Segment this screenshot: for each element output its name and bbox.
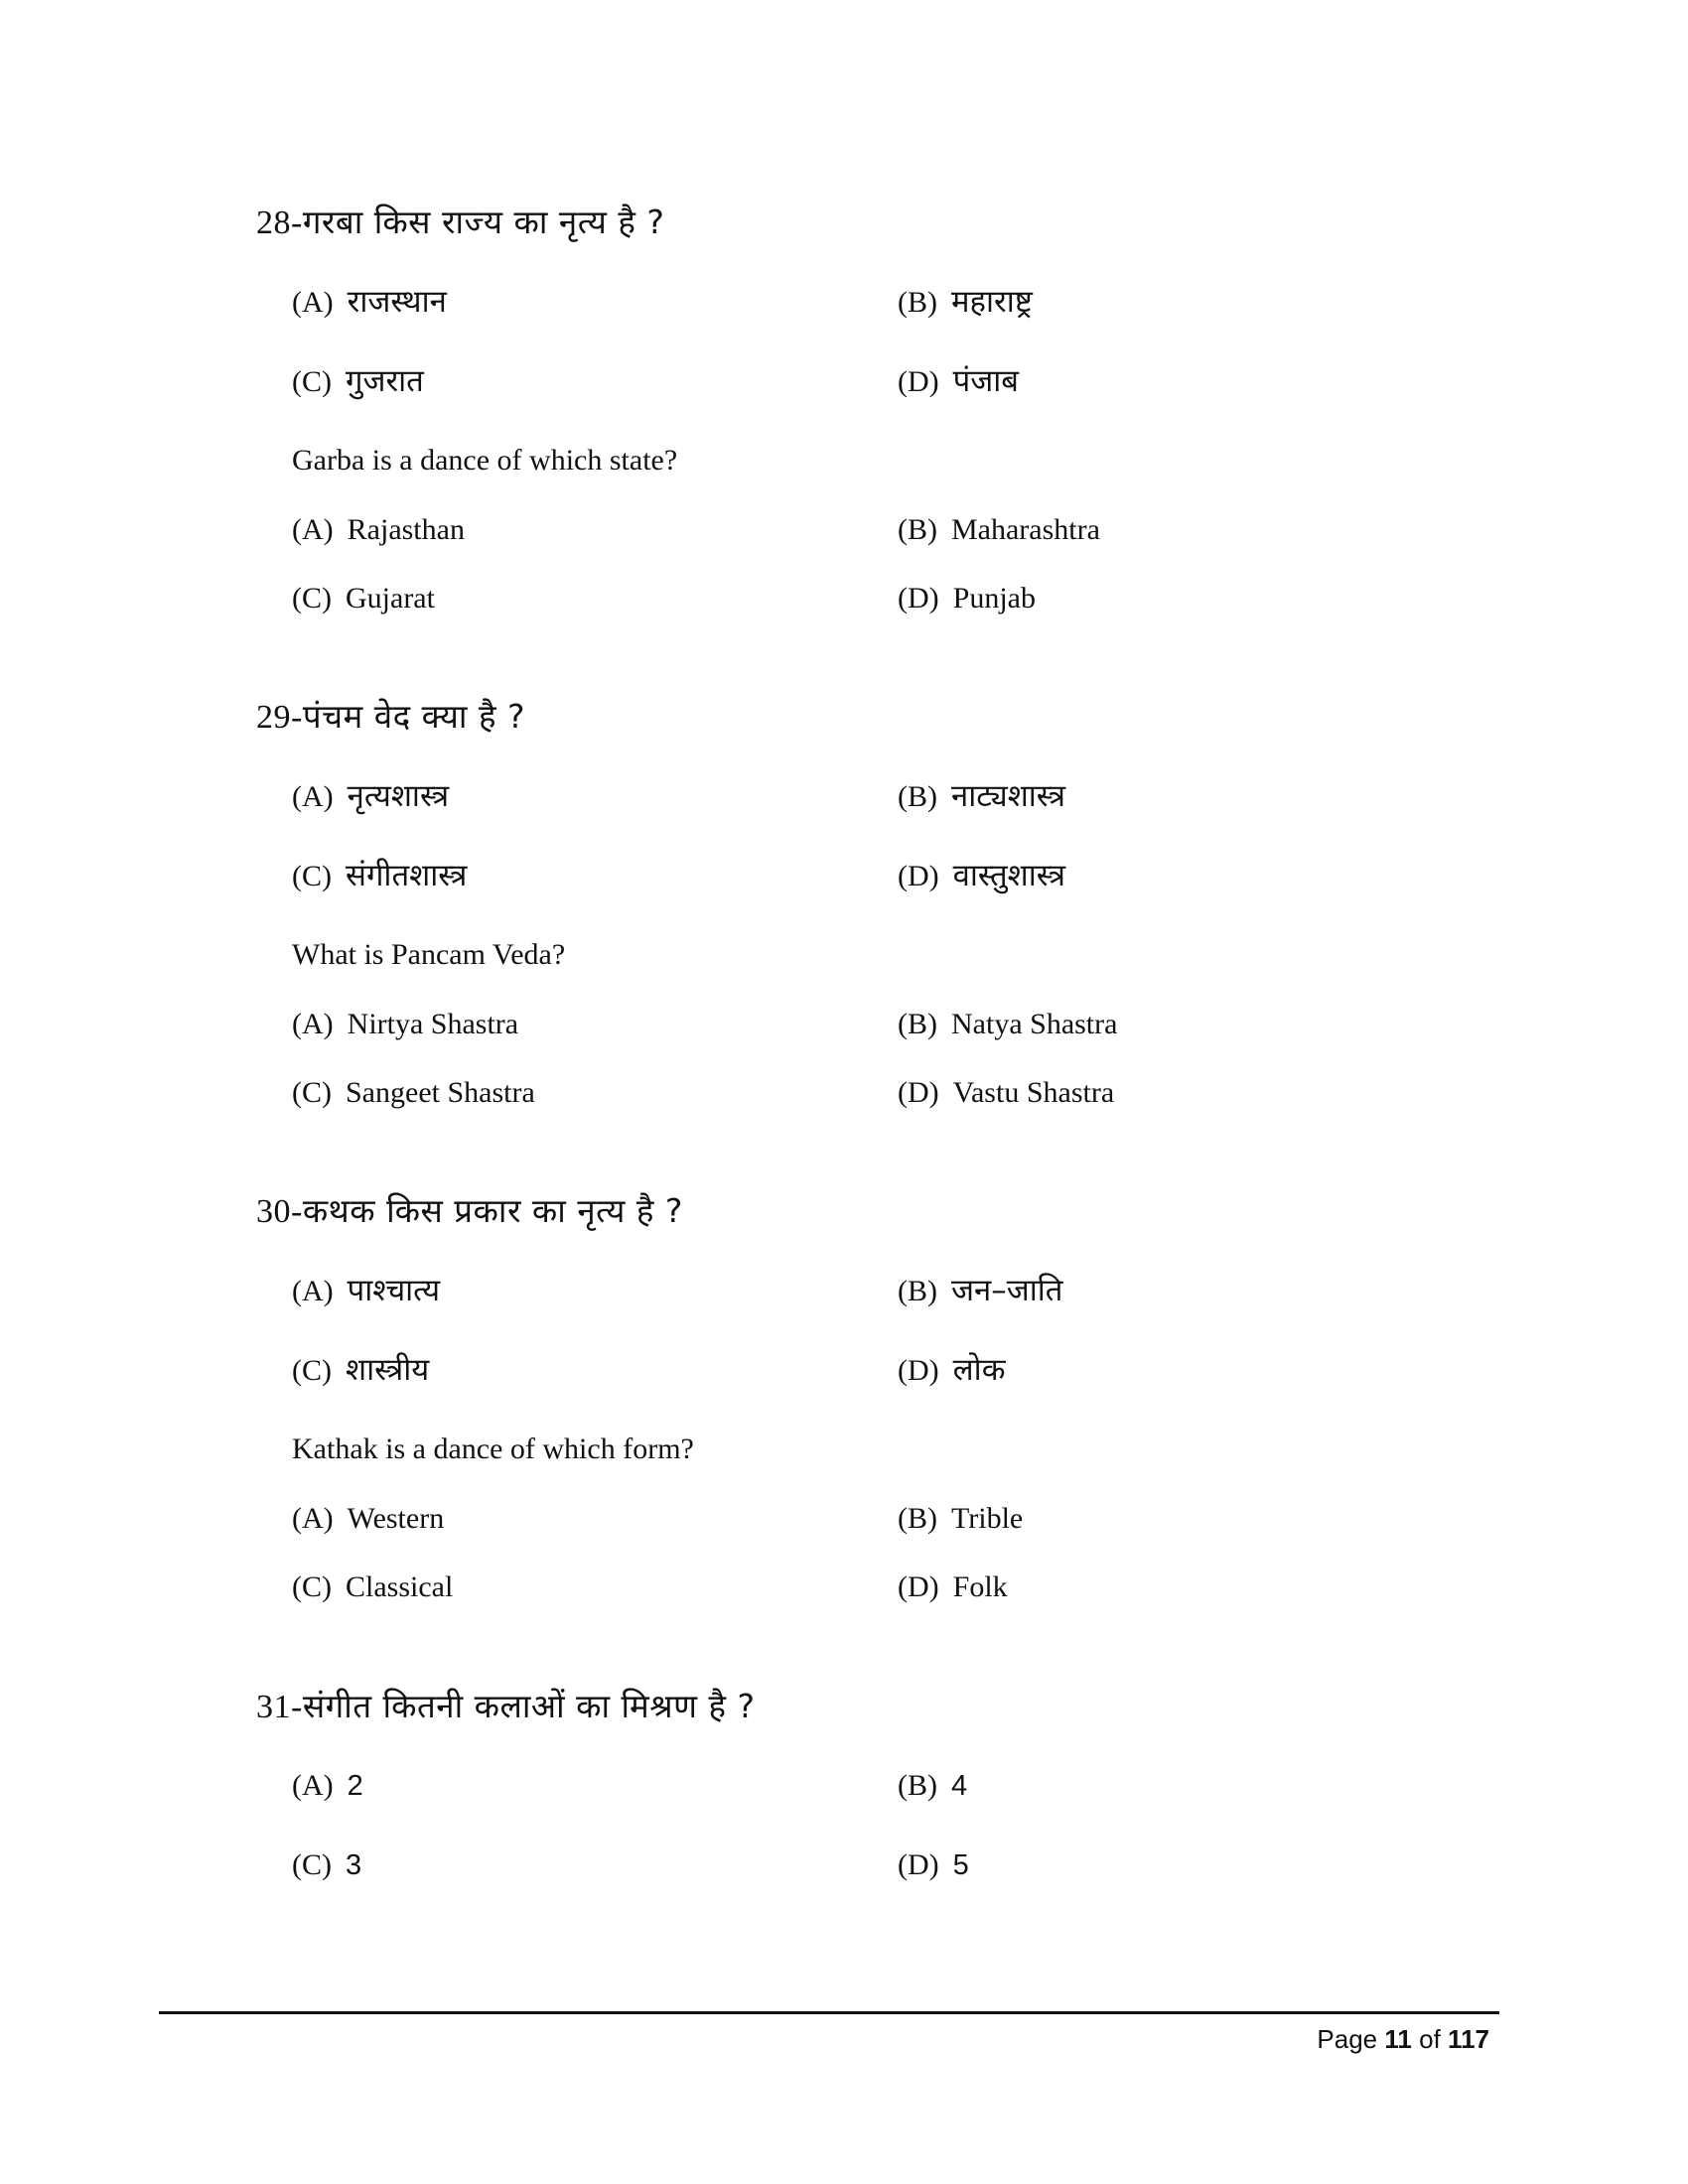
option-c-hindi (292, 854, 467, 897)
question-text-english: Garba is a dance of which state? (292, 444, 678, 477)
option-text: जन–जाति (951, 1273, 1063, 1308)
option-text: Punjab (952, 582, 1036, 614)
option-letter: (A) (292, 1769, 334, 1802)
option-text: Vastu Shastra (952, 1076, 1115, 1109)
option-text: 2 (347, 1770, 363, 1802)
option-text: नाट्यशास्त्र (951, 778, 1065, 814)
question-hindi (256, 695, 1487, 739)
question-hindi (256, 1685, 1487, 1728)
option-letter: (A) (292, 513, 334, 546)
option-text: Folk (952, 1570, 1008, 1603)
option-a-hindi (292, 774, 449, 818)
option-text: पंजाब (952, 363, 1019, 399)
question-hindi (256, 1189, 1487, 1233)
option-c (292, 1843, 361, 1887)
option-letter: (B) (898, 1769, 937, 1802)
question-text-hindi: संगीत कितनी कलाओं का मिश्रण है ? (302, 1687, 756, 1725)
option-text: शास्त्रीय (346, 1352, 430, 1388)
option-d (898, 1843, 969, 1887)
option-a-hindi (292, 280, 447, 324)
option-c-english (292, 577, 435, 620)
option-letter: (A) (292, 780, 334, 813)
option-text: Rajasthan (347, 513, 465, 546)
option-text: 4 (951, 1770, 968, 1802)
option-letter: (A) (292, 286, 334, 319)
option-text: संगीतशास्त्र (346, 858, 468, 893)
option-d-english (898, 1566, 1008, 1609)
question-text-english: What is Pancam Veda? (292, 938, 566, 971)
option-letter: (B) (898, 780, 937, 813)
option-letter: (B) (898, 1008, 937, 1040)
option-letter: (C) (292, 860, 332, 892)
option-letter: (B) (898, 1275, 937, 1307)
option-b-hindi (898, 774, 1065, 818)
option-letter: (C) (292, 1570, 332, 1603)
option-letter: (D) (898, 1076, 939, 1109)
option-letter: (D) (898, 1848, 939, 1881)
option-text: 5 (952, 1849, 969, 1881)
current-page-number: 11 (1384, 2024, 1412, 2054)
question-number: 29- (256, 699, 303, 736)
option-letter: (A) (292, 1008, 334, 1040)
english-options-row-2 (292, 1071, 1483, 1115)
option-text: Nirtya Shastra (347, 1008, 519, 1040)
option-letter: (B) (898, 1502, 937, 1535)
option-text: लोक (952, 1352, 1006, 1388)
option-text: वास्तुशास्त्र (952, 858, 1065, 893)
question-29 (256, 695, 1487, 1109)
question-text-hindi: गरबा किस राज्य का नृत्य है ? (302, 203, 665, 241)
option-text: Natya Shastra (951, 1008, 1118, 1040)
option-letter: (C) (292, 1848, 332, 1881)
hindi-options-row-2 (292, 359, 1483, 403)
hindi-options-row-1 (292, 1269, 1483, 1312)
option-a (292, 1764, 363, 1808)
option-text: Gujarat (346, 582, 435, 614)
option-b-hindi (898, 280, 1033, 324)
question-text-hindi: कथक किस प्रकार का नृत्य है ? (302, 1191, 683, 1230)
option-a-english (292, 1003, 518, 1046)
option-c-english (292, 1071, 535, 1115)
english-options-row-2 (292, 1566, 1483, 1609)
option-text: पाश्चात्य (347, 1273, 441, 1308)
option-d-hindi (898, 854, 1065, 897)
option-letter: (D) (898, 1354, 939, 1387)
english-options-row-1 (292, 508, 1483, 552)
option-letter: (C) (292, 1076, 332, 1109)
option-d-hindi (898, 359, 1019, 403)
option-text: नृत्यशास्त्र (347, 778, 450, 814)
question-28 (256, 201, 1487, 614)
page-label: Page (1317, 2024, 1378, 2054)
english-options-row-2 (292, 577, 1483, 620)
option-letter: (C) (292, 1354, 332, 1387)
option-text: Maharashtra (951, 513, 1100, 546)
of-label: of (1419, 2024, 1441, 2054)
option-d-hindi (898, 1348, 1006, 1392)
option-b-hindi (898, 1269, 1062, 1312)
hindi-options-row-2 (292, 1843, 1483, 1887)
question-30 (256, 1189, 1487, 1603)
option-c-hindi (292, 1348, 429, 1392)
option-letter: (A) (292, 1502, 334, 1535)
option-text: Western (347, 1502, 445, 1535)
question-text-hindi: पंचम वेद क्या है ? (302, 697, 525, 736)
question-31 (256, 1685, 1487, 1881)
option-b-english (898, 1003, 1117, 1046)
option-text: Trible (951, 1502, 1024, 1535)
option-text: Sangeet Shastra (346, 1076, 535, 1109)
option-d-english (898, 1071, 1114, 1115)
question-number: 30- (256, 1193, 303, 1230)
option-letter: (B) (898, 286, 937, 319)
question-hindi (256, 201, 1487, 244)
page-number-footer (1317, 2021, 1489, 2057)
option-text: 3 (346, 1849, 362, 1881)
question-number: 28- (256, 205, 303, 241)
option-c-english (292, 1566, 453, 1609)
option-letter: (B) (898, 513, 937, 546)
english-options-row-1 (292, 1003, 1483, 1046)
option-b-english (898, 1497, 1023, 1541)
option-letter: (D) (898, 860, 939, 892)
option-b (898, 1764, 967, 1808)
option-text: राजस्थान (347, 284, 447, 320)
option-a-english (292, 508, 465, 552)
question-text-english: Kathak is a dance of which form? (292, 1433, 694, 1465)
option-letter: (D) (898, 1570, 939, 1603)
option-letter: (D) (898, 365, 939, 398)
hindi-options-row-1 (292, 1764, 1483, 1808)
hindi-options-row-2 (292, 854, 1483, 897)
option-letter: (C) (292, 365, 332, 398)
option-d-english (898, 577, 1036, 620)
hindi-options-row-1 (292, 280, 1483, 324)
hindi-options-row-1 (292, 774, 1483, 818)
option-c-hindi (292, 359, 424, 403)
option-letter: (C) (292, 582, 332, 614)
footer-divider (159, 2011, 1499, 2014)
option-a-english (292, 1497, 444, 1541)
hindi-options-row-2 (292, 1348, 1483, 1392)
option-b-english (898, 508, 1100, 552)
option-a-hindi (292, 1269, 440, 1312)
option-text: Classical (346, 1570, 454, 1603)
option-text: महाराष्ट्र (951, 284, 1033, 320)
english-options-row-1 (292, 1497, 1483, 1541)
option-text: गुजरात (346, 363, 424, 399)
question-number: 31- (256, 1689, 303, 1725)
total-page-count: 117 (1448, 2024, 1489, 2054)
option-letter: (D) (898, 582, 939, 614)
option-letter: (A) (292, 1275, 334, 1307)
